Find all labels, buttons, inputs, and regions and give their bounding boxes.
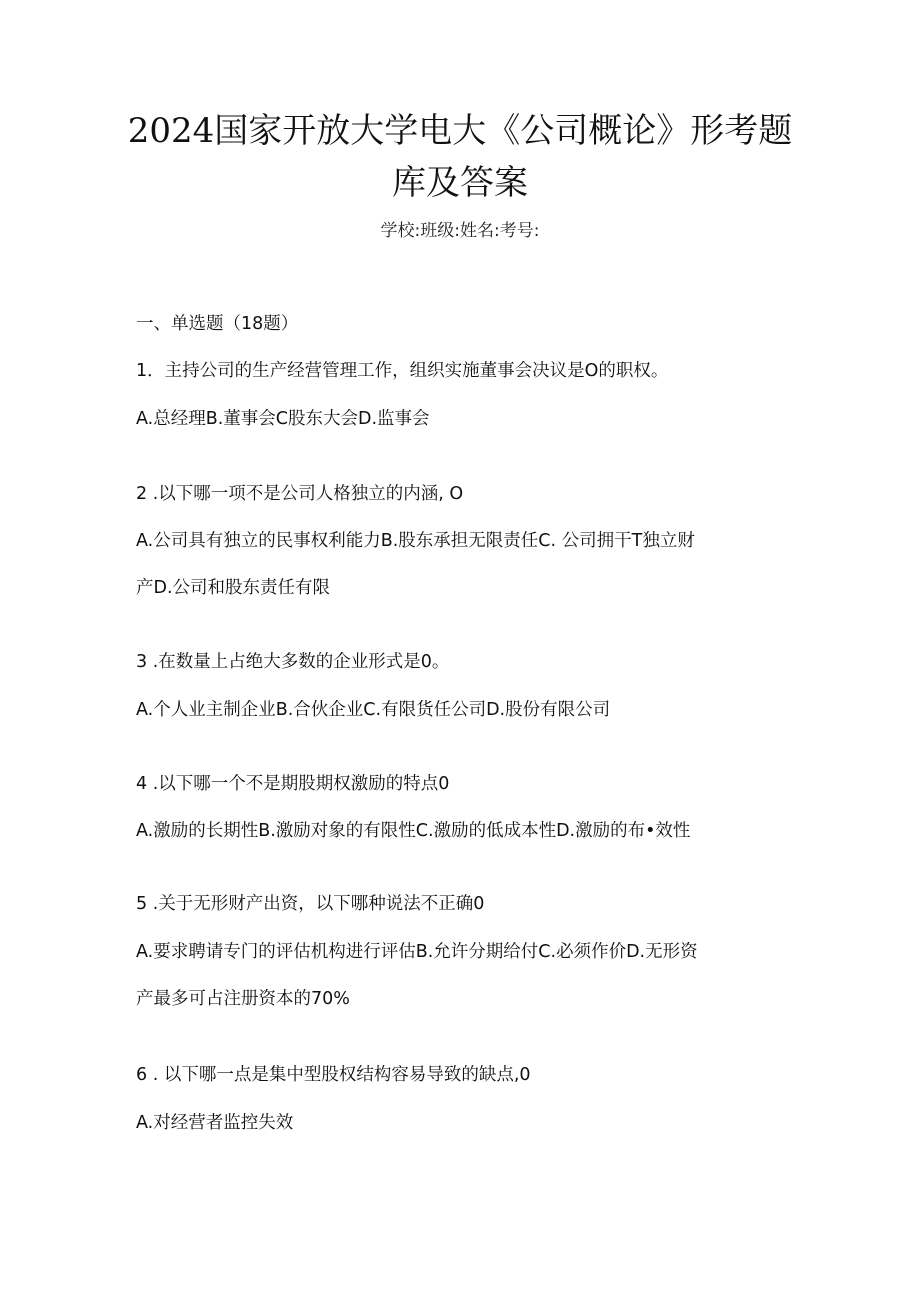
question-2-options-cont: 产D.公司和股东责任有限 <box>136 578 331 598</box>
question-6-stem: 6 . 以下哪一点是集中型股权结构容易导致的缺点,0 <box>136 1065 531 1085</box>
question-5-options-cont: 产最多可占注册资本的70% <box>136 989 350 1009</box>
question-2-stem: 2 .以下哪一项不是公司人格独立的内涵, O <box>136 484 464 504</box>
question-3-stem: 3 .在数量上占绝大多数的企业形式是0。 <box>136 652 450 672</box>
question-2-options: A.公司具有独立的民事权利能力B.股东承担无限责任C. 公司拥干T独立财 <box>136 531 695 551</box>
question-1-options: A.总经理B.董事会C股东大会D.监事会 <box>136 409 430 429</box>
question-3-options: A.个人业主制企业B.合伙企业C.有限货任公司D.股份有限公司 <box>136 700 611 720</box>
question-5-options: A.要求聘请专门的评估机构进行评估B.允许分期给付C.必须作价D.无形资 <box>136 942 698 962</box>
question-6-options: A.对经营者监控失效 <box>136 1113 294 1133</box>
question-5-stem: 5 .关于无形财产出资，以下哪种说法不正确0 <box>136 894 485 914</box>
question-4-stem: 4 .以下哪一个不是期股期权激励的特点0 <box>136 774 450 794</box>
student-info-line: 学校:班级:姓名:考号: <box>380 221 540 241</box>
question-1-stem: 1．主持公司的生产经营管理工作，组织实施董事会决议是O的职权。 <box>136 361 669 381</box>
document-title-line-1: 2024国家开放大学电大《公司概论》形考题 <box>127 111 793 151</box>
document-title-line-2: 库及答案 <box>392 163 528 203</box>
section-heading: 一、单选题（18题） <box>136 314 299 334</box>
question-4-options: A.激励的长期性B.激励对象的有限性C.激励的低成本性D.激励的布•效性 <box>136 821 691 841</box>
